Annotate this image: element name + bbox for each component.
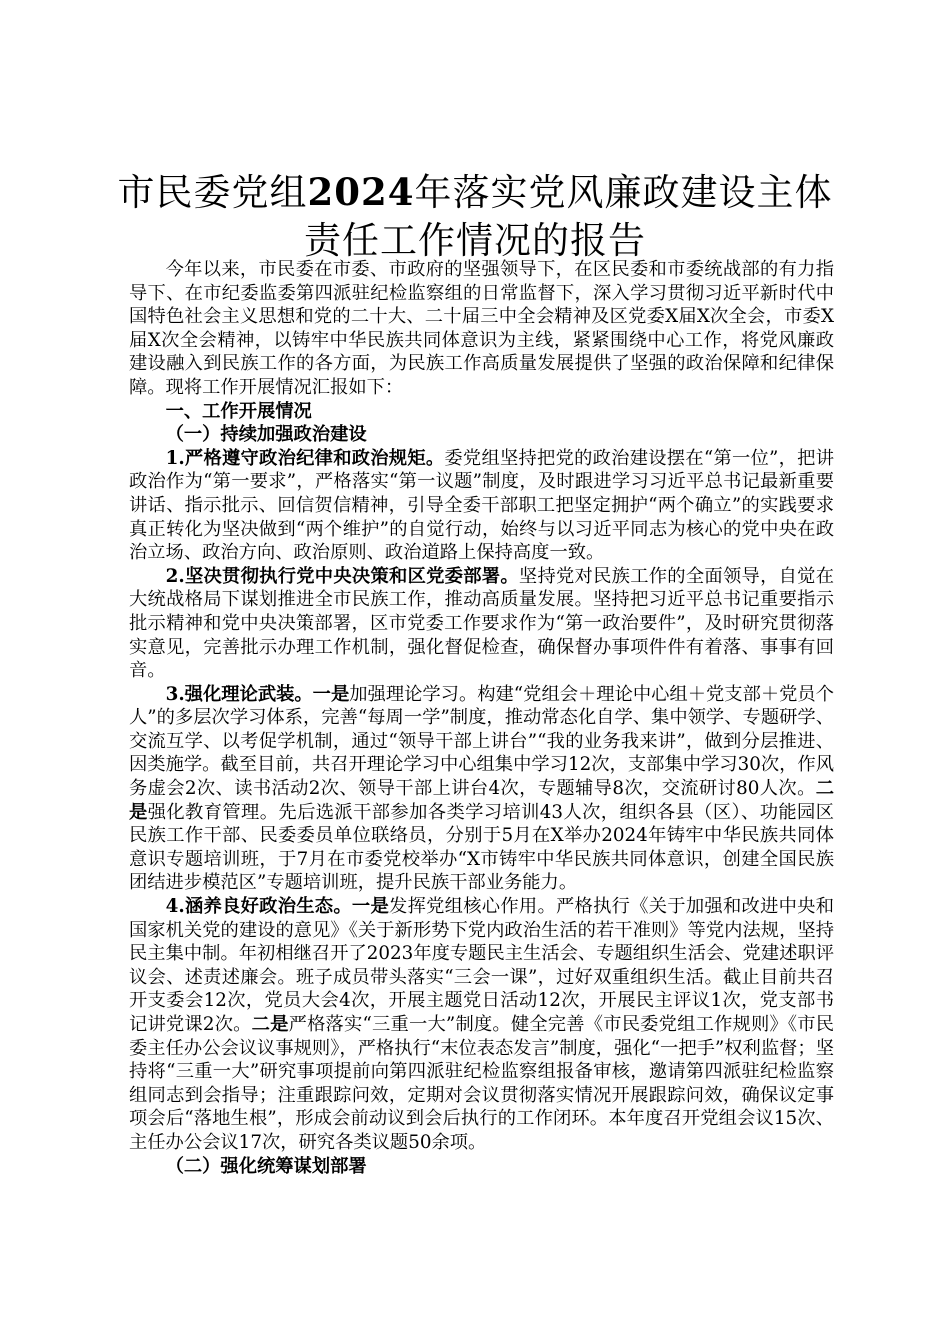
item-3-lead: 3.强化理论武装。 <box>165 683 313 705</box>
title-year: 2024 <box>307 170 415 214</box>
item-1-lead: 1.严格遵守政治纪律和政治规矩。 <box>165 447 445 469</box>
item-4-paragraph <box>129 895 834 1155</box>
subsection-heading-2: （二）强化统筹谋划部署 <box>165 1155 367 1177</box>
document-title <box>100 168 850 265</box>
section-heading-1: 一、工作开展情况 <box>165 400 312 422</box>
item-4-text-1: 发挥党组核心作用。严格执行《关于加强和改进中央和国家机关党的建设的意见》《关于新形势下党内政治生活的若干准则》等党内法规，坚持民主集中制。年初相继召开了2023年度专题民主生活会、专题组织生活会、党建述职评议会、述责述廉会。班子成员带头落实“三会一课”，过好双重组织生活。截止目前共召开支委会12次，党员大会4次，开展主题党日活动12次，开展民主评议1次，党支部书记讲党课2次。 <box>129 896 835 1035</box>
item-3-first-marker: 一是 <box>312 683 350 705</box>
item-4-lead: 4.涵养良好政治生态。 <box>165 896 352 918</box>
item-3-paragraph <box>129 683 834 895</box>
item-4-text-2: 严格落实“三重一大”制度。健全完善《市民委党组工作规则》《市民委主任办公会议议事规则》，严格执行“末位表态发言”制度，强化“一把手”权利监督；坚持将“三重一大”研究事项提前向第四派驻纪检监察组报备审核，邀请第四派驻纪检监察组同志到会指导；注重跟踪问效，定期对会议贯彻落实情况开展跟踪问效，确保议定事项会后“落地生根”，形成会前动议到会后执行的工作闭环。本年度召开党组会议15次、主任办公会议17次，研究各类议题50余项。 <box>129 1014 835 1153</box>
item-3-text-1: 加强理论学习。构建“党组会＋理论中心组＋党支部＋党员个人”的多层次学习体系，完善“每周一学”制度，推动常态化自学、集中领学、专题研学、交流互学、以考促学机制，通过“领导干部上讲台”“我的业务我来讲”，做到分层推进、因类施学。截至目前，共召开理论学习中心组集中学习12次，支部集中学习30次，作风务虚会2次、读书活动2次、领导干部上讲台4次，专题辅导8次，交流研讨80人次。 <box>129 683 834 800</box>
document-body <box>129 258 834 1178</box>
title-part2: 年落实党风廉政建设主体责任工作情况的报告 <box>304 171 833 262</box>
title-part1: 市民委党组 <box>117 171 308 214</box>
item-3-text-2: 强化教育管理。先后选派干部参加各类学习培训43人次，组织各县（区）、功能园区民族工作干部、民委委员单位联络员，分别于5月在X举办2024年铸牢中华民族共同体意识专题培训班，于7月在市委党校举办“X市铸牢中华民族共同体意识，创建全国民族团结进步模范区”专题培训班，提升民族干部业务能力。 <box>129 801 835 894</box>
item-2-lead: 2.坚决贯彻执行党中央决策和区党委部署。 <box>165 565 519 587</box>
item-1-text: 委党组坚持把党的政治建设摆在“第一位”，把讲政治作为“第一要求”，严格落实“第一议题”制度，及时跟进学习习近平总书记最新重要讲话、指示批示、回信贺信精神，引导全委干部职工把坚定拥护“两个确立”的实践要求真正转化为坚决做到“两个维护”的自觉行动，始终与以习近平同志为核心的党中央在政治立场、政治方向、政治原则、政治道路上保持高度一致。 <box>129 447 834 564</box>
item-2-paragraph <box>129 565 834 683</box>
item-1-paragraph <box>129 447 834 565</box>
item-4-second-marker: 二是 <box>251 1014 289 1035</box>
item-4-first-marker: 一是 <box>351 896 390 918</box>
item-3-second-marker: 二是 <box>129 778 834 823</box>
subsection-heading-1: （一）持续加强政治建设 <box>165 424 367 446</box>
item-2-text: 坚持党对民族工作的全面领导，自觉在大统战格局下谋划推进全市民族工作，推动高质量发展。坚持把习近平总书记重要指示批示精神和党中央决策部署，区市党委工作要求作为“第一政治要件”，及时研究贯彻落实意见，完善批示办理工作机制，强化督促检查，确保督办事项件件有着落、事事有回音。 <box>129 565 835 682</box>
intro-paragraph: 今年以来，市民委在市委、市政府的坚强领导下，在区民委和市委统战部的有力指导下、在市纪委监委第四派驻纪检监察组的日常监督下，深入学习贯彻习近平新时代中国特色社会主义思想和党的二十大、二十届三中全会精神及区党委X届X次全会，市委X届X次全会精神，以铸牢中华民族共同体意识为主线，紧紧围绕中心工作，将党风廉政建设融入到民族工作的各方面，为民族工作高质量发展提供了坚强的政治保障和纪律保障。现将工作开展情况汇报如下： <box>129 259 834 398</box>
